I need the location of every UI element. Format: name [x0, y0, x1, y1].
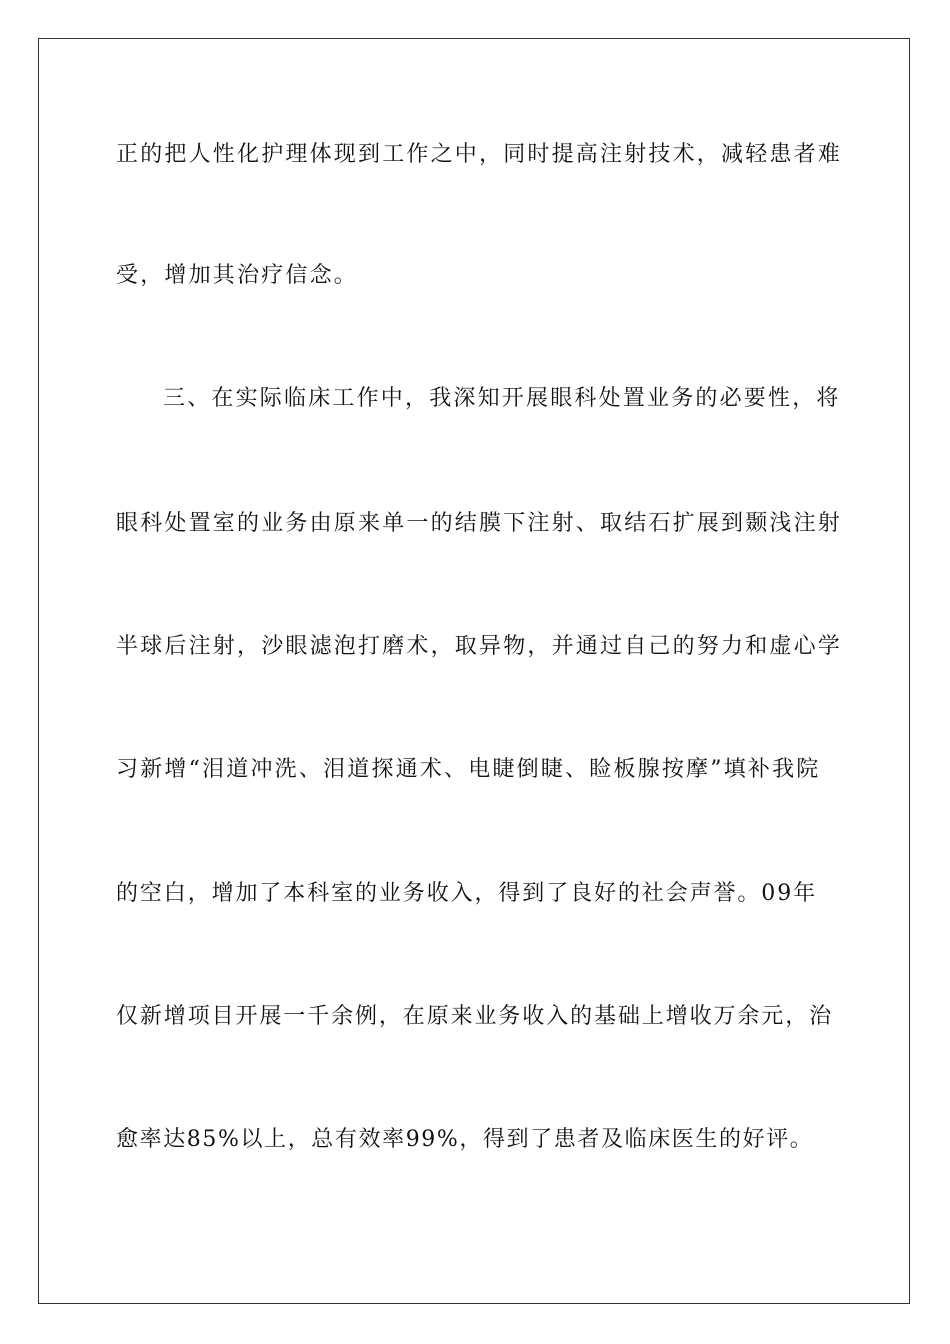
paragraph-line: 受，增加其治疗信念。 [116, 263, 359, 288]
page-border [38, 38, 910, 1304]
paragraph-line: 的空白，增加了本科室的业务收入，得到了良好的社会声誉。09年 [116, 881, 817, 906]
paragraph-line: 仅新增项目开展一千余例，在原来业务收入的基础上增收万余元，治 [116, 1004, 834, 1029]
paragraph-line: 愈率达85%以上，总有效率99%，得到了患者及临床医生的好评。 [116, 1127, 814, 1152]
paragraph-line: 习新增“泪道冲洗、泪道探通术、电睫倒睫、睑板腺按摩”填补我院 [116, 757, 821, 782]
paragraph-line: 三、在实际临床工作中，我深知开展眼科处置业务的必要性，将 [163, 386, 841, 411]
paragraph-line: 正的把人性化护理体现到工作之中，同时提高注射技术，减轻患者难 [116, 142, 843, 167]
paragraph-line: 半球后注射，沙眼滤泡打磨术，取异物，并通过自己的努力和虚心学 [116, 634, 843, 659]
paragraph-line: 眼科处置室的业务由原来单一的结膜下注射、取结石扩展到颞浅注射 [116, 511, 843, 536]
